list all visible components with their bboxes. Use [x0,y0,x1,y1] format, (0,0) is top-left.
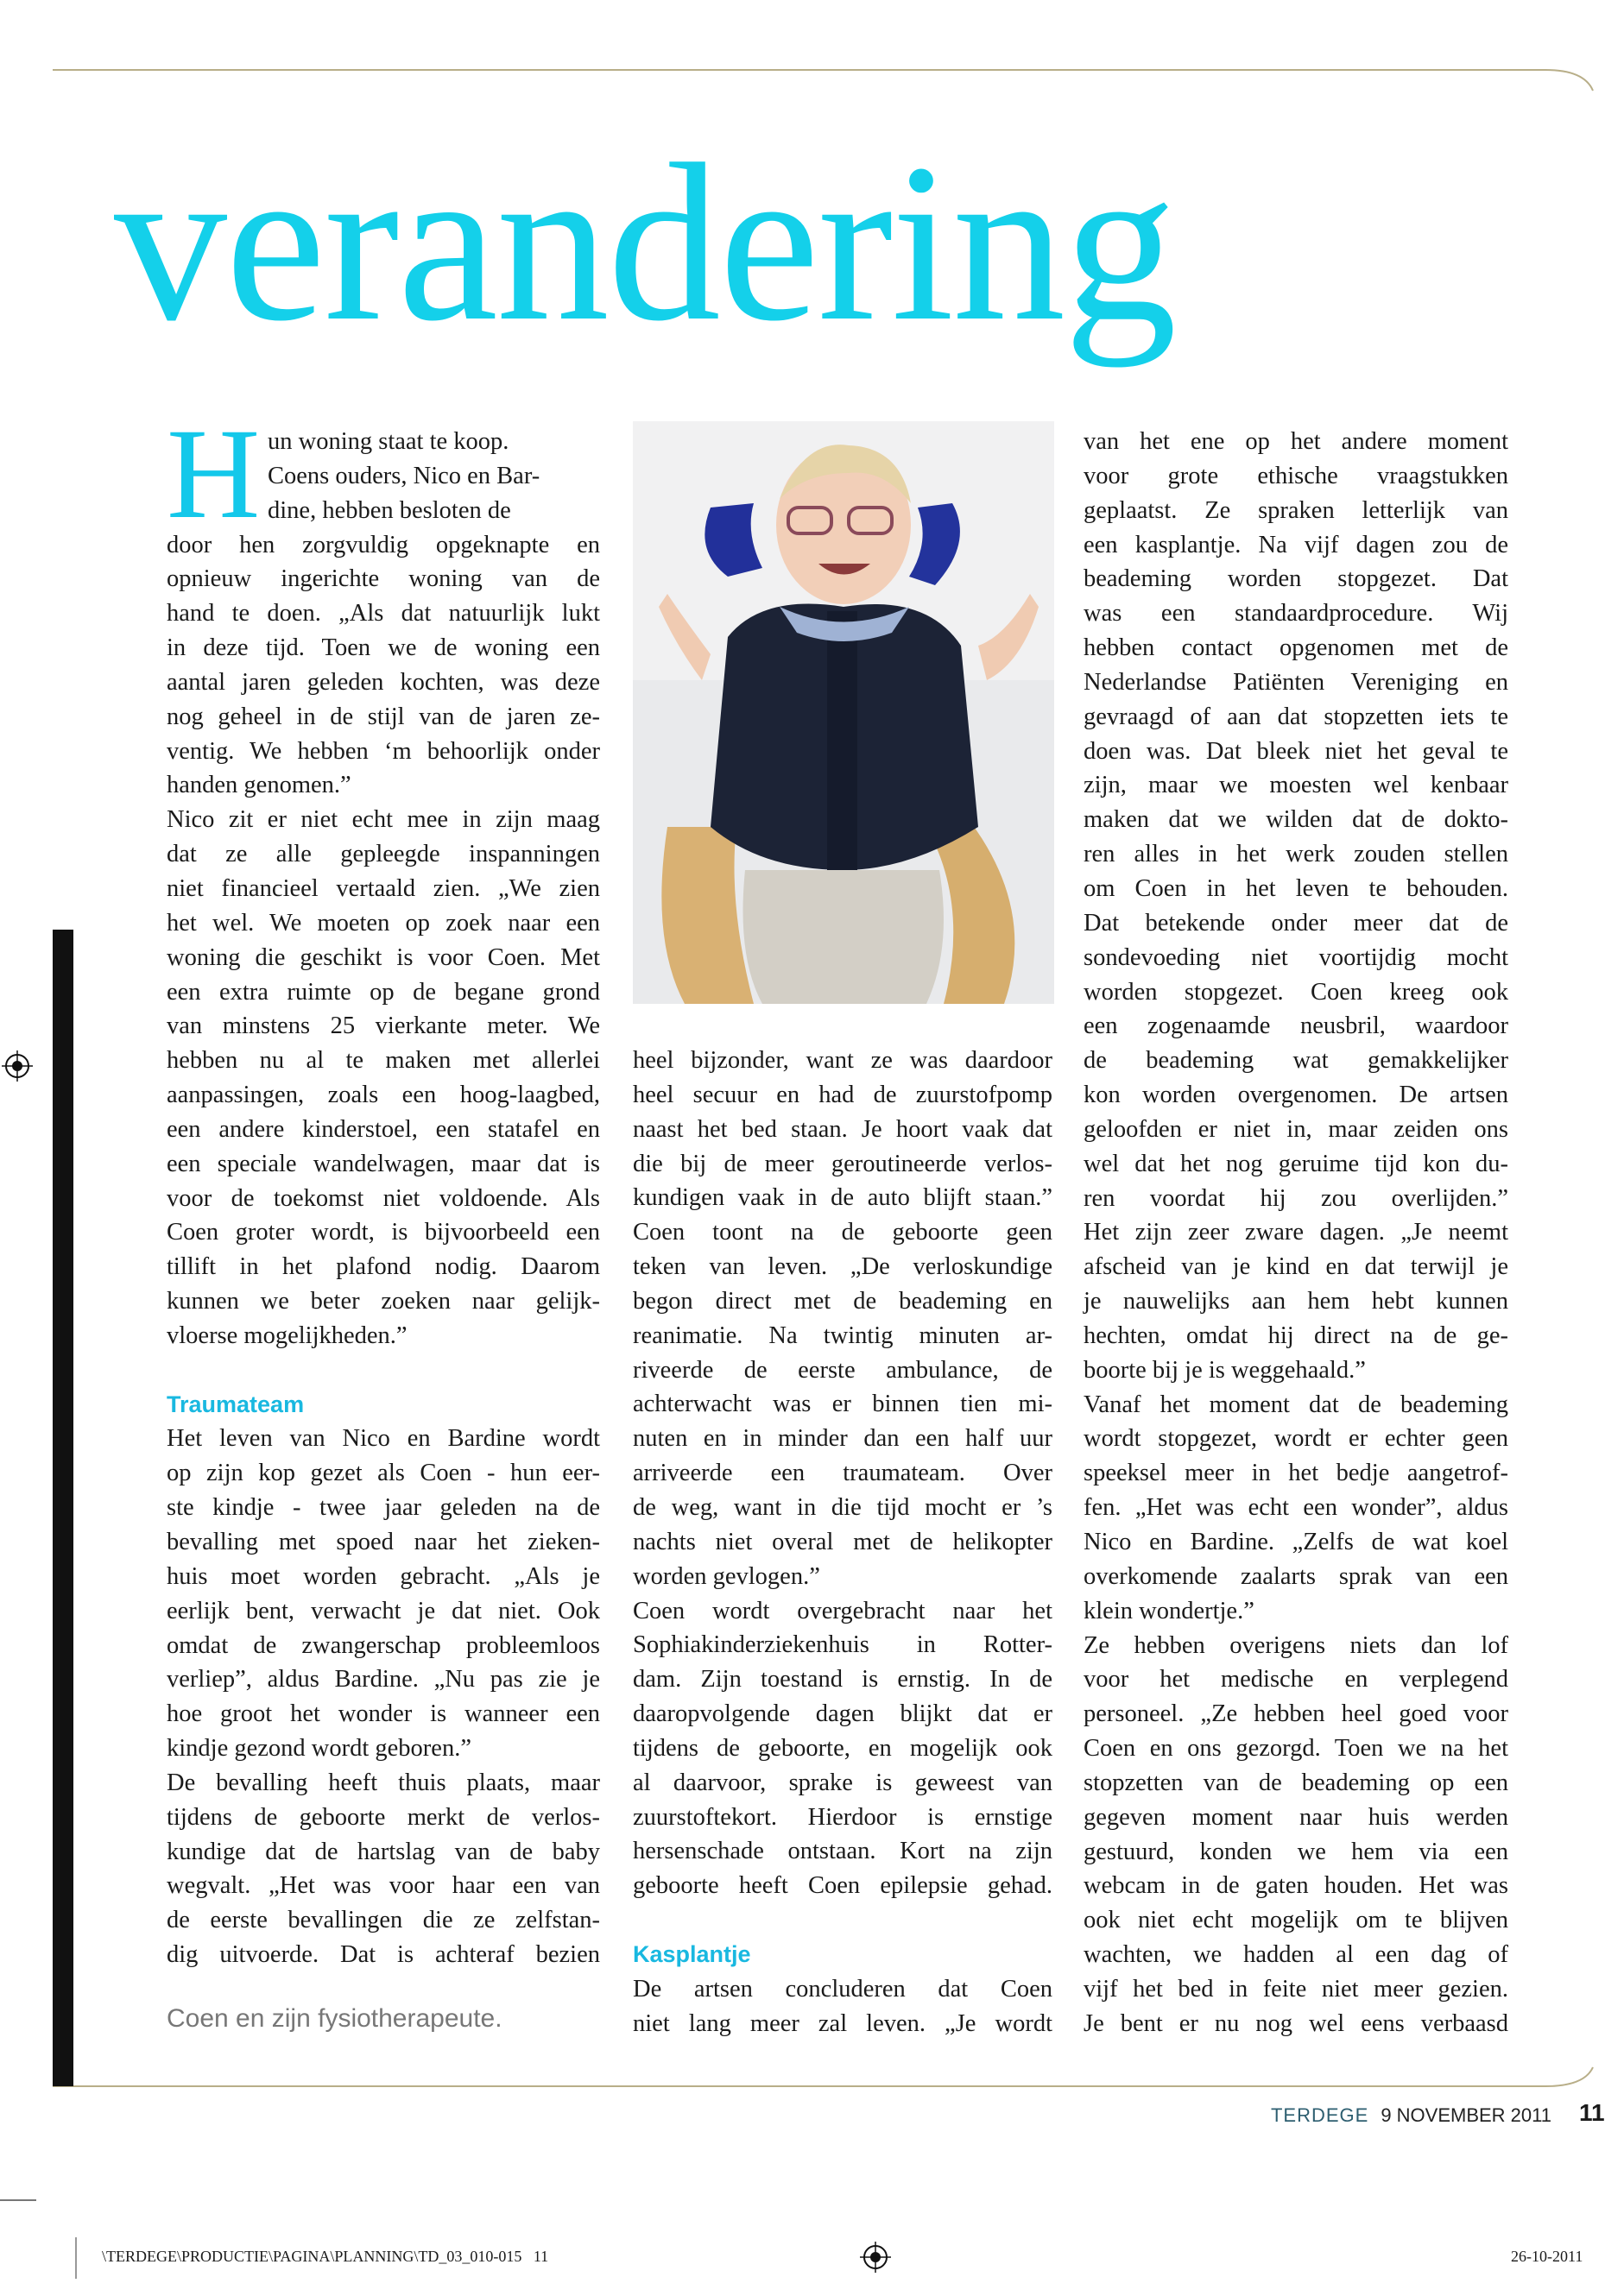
text-line: Coens ouders, Nico en Bar- [268,462,540,489]
text-line: heel secuur en had de zuurstofpomp [633,1081,1052,1108]
text-line: voor het medische en verplegend [1084,1666,1508,1694]
text-line: niet financieel vertaald zien. „We zien [167,874,600,902]
text-column-1 [167,402,600,1972]
text-line: doen was. Dat bleek niet het geval te [1084,737,1508,765]
text-line: nuten en in minder dan een half uur [633,1425,1052,1453]
text-line: geloofden er niet in, maar zeiden ons [1084,1115,1508,1143]
text-line: de eerste bevallingen die ze zelfstan- [167,1907,600,1934]
text-line: woning die geschikt is voor Coen. Met [167,943,600,971]
text-line: Het zijn zeer zware dagen. „Je neemt [1084,1219,1508,1246]
text-line: nachts niet overal met de helikopter [633,1528,1052,1555]
text-line: naast het bed staan. Je hoort vaak dat [633,1115,1052,1143]
text-line: het wel. We moeten op zoek naar een [167,909,600,937]
text-line: kon worden overgenomen. De artsen [1084,1082,1508,1109]
text-line: gevraagd of aan dat stopzetten iets te [1084,703,1508,730]
text-line: hand te doen. „Als dat natuurlijk lukt [167,600,600,628]
text-line: een zogenaamde neusbril, waardoor [1084,1012,1508,1040]
text-line: nog geheel in de stijl van de jaren ze- [167,703,600,730]
text-line: achterwacht was er binnen tien mi- [633,1391,1052,1418]
text-line: kunnen we beter zoeken naar gelijk- [167,1288,600,1315]
text-line: huis moet worden gebracht. „Als je [167,1562,600,1590]
text-line: geboorte heeft Coen epilepsie gehad. [633,1872,1052,1900]
text-line: tillift in het plafond nodig. Daarom [167,1253,600,1281]
section-heading: Traumateam [167,1391,305,1417]
text-line: een extra ruimte op de begane grond [167,978,600,1006]
text-line: boorte bij je is weggehaald.” [1084,1356,1366,1384]
text-line: zuurstoftekort. Hierdoor is ernstige [633,1803,1052,1831]
text-line: een andere kinderstoel, een statafel en [167,1115,600,1143]
text-line: Sophiakinderziekenhuis in Rotter- [633,1631,1052,1659]
photo-caption: Coen en zijn fysiotherapeute. [167,2004,502,2033]
text-line: geplaatst. Ze spraken letterlijk van [1084,496,1508,524]
text-line: hebben nu al te maken met allerlei [167,1047,600,1075]
text-line: je nauwelijks aan hem hebt kunnen [1084,1288,1508,1315]
text-line: ventig. We hebben ‘m behoorlijk onder [167,737,600,765]
registration-mark-icon [860,2242,891,2273]
print-slug-path: \TERDEGE\PRODUCTIE\PAGINA\PLANNING\TD_03_010-015 11 [102,2248,549,2265]
text-line: hechten, omdat hij direct na de ge- [1084,1321,1508,1349]
text-line: Ze hebben overigens niets dan lof [1084,1631,1508,1659]
text-line: begon direct met de beademing en [633,1287,1052,1315]
text-line: fen. „Het was echt een wonder”, aldus [1084,1494,1508,1522]
text-line: ren alles in het werk zouden stellen [1084,841,1508,868]
text-line: wegvalt. „Het was voor haar een van [167,1872,600,1900]
text-line: De artsen concluderen dat Coen [633,1975,1052,2003]
photo-child-in-chair [633,421,1054,1004]
text-line: hoe groot het wonder is wanneer een [167,1700,600,1728]
text-line: Vanaf het moment dat de beademing [1084,1391,1508,1418]
text-line: un woning staat te koop. [268,428,509,455]
text-line: vijf het bed in feite niet meer gezien. [1084,1975,1508,2003]
text-line: om Coen in het leven te behouden. [1084,874,1508,902]
text-line: eerlijk bent, verwacht je dat niet. Ook [167,1597,600,1624]
text-line: Nico en Bardine. „Zelfs de wat koel [1084,1529,1508,1555]
text-line: Coen wordt overgebracht naar het [633,1597,1052,1624]
text-column-2 [633,1044,1052,2041]
text-line: arriveerde een traumateam. Over [633,1460,1052,1487]
section-heading: Kasplantje [633,1940,751,1967]
text-line: Coen toont na de geboorte geen [633,1219,1052,1246]
page-footer [1271,2104,1551,2127]
text-line: zijn, maar we moesten wel kenbaar [1084,772,1508,799]
text-line: handen genomen.” [167,772,351,799]
text-line: Nico zit er niet echt mee in zijn maag [167,806,600,834]
text-line: aanpassingen, zoals een hoog-laagbed, [167,1082,600,1109]
text-line: kundige dat de hartslag van de baby [167,1838,600,1865]
issue-date: 9 NOVEMBER 2011 [1381,2104,1551,2126]
text-line: van het ene op het andere moment [1084,428,1508,455]
text-line: riveerde de eerste ambulance, de [633,1356,1052,1384]
registration-mark-icon [2,1050,33,1082]
text-line: hebben contact opgenomen met de [1084,634,1508,662]
text-line: daaropvolgende dagen blijkt dat er [633,1700,1052,1728]
text-line: klein wondertje.” [1084,1597,1254,1624]
text-line: bevalling met spoed naar het zieken- [167,1529,600,1555]
text-line: wordt stopgezet, wordt er echter geen [1084,1425,1508,1453]
text-line: heel bijzonder, want ze was daardoor [633,1047,1052,1074]
article-title: verandering [114,117,1176,368]
text-line: die bij de meer geroutineerde verlos- [633,1150,1052,1177]
text-line: webcam in de gaten houden. Het was [1084,1872,1508,1900]
text-line: worden stopgezet. Coen kreeg ook [1084,978,1508,1006]
text-line: hersenschade ontstaan. Kort na zijn [633,1838,1052,1865]
text-line: Coen groter wordt, is bijvoorbeeld een [167,1219,600,1246]
text-line: sondevoeding niet voortijdig mocht [1084,943,1508,971]
text-line: ook niet echt mogelijk om te blijven [1084,1907,1508,1934]
text-line: overkomende zaalarts sprak van een [1084,1562,1508,1590]
text-line: tijdens de geboorte, en mogelijk ook [633,1734,1052,1762]
text-line [167,1353,600,1388]
text-line: voor de toekomst niet voldoende. Als [167,1184,600,1212]
text-line: op zijn kop gezet als Coen - hun eer- [167,1460,600,1487]
text-line: ren voordat hij zou overlijden.” [1084,1184,1508,1212]
text-line: ste kindje - twee jaar geleden na de [167,1494,600,1522]
text-line: gestuurd, konden we hem via een [1084,1838,1508,1865]
text-line: beademing worden stopgezet. Dat [1084,565,1508,593]
text-line: verliep”, aldus Bardine. „Nu pas zie je [167,1666,600,1694]
text-line: personeel. „Ze hebben heel goed voor [1084,1700,1508,1728]
black-margin-bar [53,930,73,2086]
text-line: door hen zorgvuldig opgeknapte en [167,531,600,558]
text-line: dam. Zijn toestand is ernstig. In de [633,1666,1052,1694]
text-line: Coen en ons gezorgd. Toen we na het [1084,1735,1508,1763]
text-line: dig uitvoerde. Dat is achteraf bezien [167,1941,600,1969]
text-column-3 [1084,425,1508,2041]
text-line: dine, hebben besloten de [268,496,511,524]
text-line: omdat de zwangerschap probleemloos [167,1631,600,1659]
text-line: aantal jaren geleden kochten, was deze [167,668,600,696]
text-line: een kasplantje. Na vijf dagen zou de [1084,531,1508,558]
text-line: Nederlandse Patiënten Vereniging en [1084,668,1508,696]
text-line: stopzetten van de beademing op een [1084,1769,1508,1796]
drop-cap: H [167,402,261,546]
text-line: speeksel meer in het bedje aangetrof- [1084,1460,1508,1487]
magazine-name: TERDEGE [1270,2104,1369,2126]
text-line: Het leven van Nico en Bardine wordt [167,1425,600,1453]
text-line [633,1903,1052,1938]
text-line: kindje gezond wordt geboren.” [167,1735,471,1763]
text-line: Dat betekende onder meer dat de [1084,909,1508,937]
text-line: vloerse mogelijkheden.” [167,1321,408,1349]
text-line: dat ze alle gepleegde inspanningen [167,841,600,868]
page-number: 11 [1579,2099,1605,2126]
text-line: tijdens de geboorte merkt de verlos- [167,1803,600,1831]
text-line: van minstens 25 vierkante meter. We [167,1012,600,1040]
text-line: reanimatie. Na twintig minuten ar- [633,1321,1052,1349]
text-line: afscheid van je kind en dat terwijl je [1084,1253,1508,1281]
text-line: niet lang meer zal leven. „Je wordt [633,2009,1052,2037]
text-line: de weg, want in die tijd mocht er ’s [633,1493,1052,1521]
text-line: De bevalling heeft thuis plaats, maar [167,1769,600,1796]
text-line: wachten, we hadden al een dag of [1084,1941,1508,1969]
print-slug-date: 26-10-2011 [1511,2248,1583,2265]
text-line: al daarvoor, sprake is geweest van [633,1769,1052,1796]
text-line: wel dat het nog geruime tijd kon du- [1084,1150,1508,1177]
text-line: maken dat we wilden dat de dokto- [1084,806,1508,834]
text-line: kundigen vaak in de auto blijft staan.” [633,1184,1052,1212]
text-line: was een standaardprocedure. Wij [1084,600,1508,628]
text-line: opnieuw ingerichte woning van de [167,565,600,593]
text-line: in deze tijd. Toen we de woning een [167,634,600,662]
text-line: een speciale wandelwagen, maar dat is [167,1150,600,1177]
text-line: gegeven moment naar huis werden [1084,1803,1508,1831]
text-line: Je bent er nu nog wel eens verbaasd [1084,2009,1508,2037]
text-line: de beademing wat gemakkelijker [1084,1047,1508,1075]
text-line: teken van leven. „De verloskundige [633,1253,1052,1281]
text-line: voor grote ethische vraagstukken [1084,462,1508,489]
text-line: worden gevlogen.” [633,1562,820,1590]
